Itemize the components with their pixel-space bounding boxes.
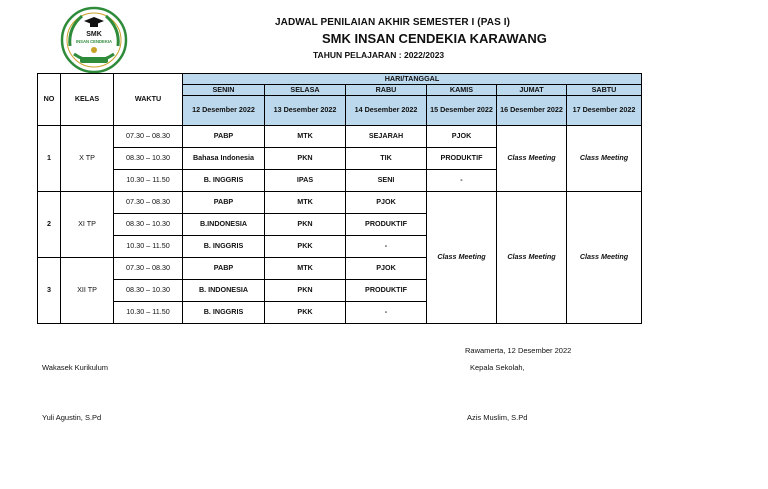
cell-waktu: 10.30 – 11.50 xyxy=(114,236,183,258)
header-no: NO xyxy=(38,74,61,126)
date-sabtu: 17 Desember 2022 xyxy=(567,96,642,126)
row-no: 2 xyxy=(38,192,61,258)
cell-senin: B. INGGRIS xyxy=(183,170,265,192)
cell-rabu: PJOK xyxy=(346,258,427,280)
svg-text:INSAN CENDEKIA: INSAN CENDEKIA xyxy=(75,39,113,44)
place-date: Rawamerta, 12 Desember 2022 xyxy=(465,346,572,355)
cell-kamis: PRODUKTIF xyxy=(427,148,497,170)
day-senin: SENIN xyxy=(183,85,265,96)
cell-rabu: SENI xyxy=(346,170,427,192)
cell-selasa: PKN xyxy=(265,148,346,170)
day-selasa: SELASA xyxy=(265,85,346,96)
schedule-title: JADWAL PENILAIAN AKHIR SEMESTER I (PAS I) xyxy=(275,17,511,28)
cell-senin: B. INGGRIS xyxy=(183,236,265,258)
date-kamis: 15 Desember 2022 xyxy=(427,96,497,126)
date-selasa: 13 Desember 2022 xyxy=(265,96,346,126)
class-meeting-jumat: Class Meeting xyxy=(497,126,567,192)
class-meeting-jumat: Class Meeting xyxy=(497,192,567,324)
date-jumat: 16 Desember 2022 xyxy=(497,96,567,126)
cell-waktu: 08.30 – 10.30 xyxy=(114,214,183,236)
cell-waktu: 07.30 – 08.30 xyxy=(114,126,183,148)
cell-rabu: PRODUKTIF xyxy=(346,280,427,302)
right-signatory-role: Kepala Sekolah, xyxy=(470,363,525,372)
cell-kamis: PJOK xyxy=(427,126,497,148)
cell-waktu: 08.30 – 10.30 xyxy=(114,280,183,302)
class-meeting-kamis: Class Meeting xyxy=(427,192,497,324)
right-signatory-name: Azis Muslim, S.Pd xyxy=(467,413,528,422)
cell-senin: B.INDONESIA xyxy=(183,214,265,236)
day-kamis: KAMIS xyxy=(427,85,497,96)
cell-senin: PABP xyxy=(183,258,265,280)
cell-selasa: PKK xyxy=(265,236,346,258)
cell-selasa: PKN xyxy=(265,214,346,236)
cell-rabu: SEJARAH xyxy=(346,126,427,148)
school-name: SMK INSAN CENDEKIA KARAWANG xyxy=(322,31,547,46)
cell-selasa: MTK xyxy=(265,258,346,280)
cell-rabu: PRODUKTIF xyxy=(346,214,427,236)
row-kelas: XI TP xyxy=(61,192,114,258)
cell-rabu: - xyxy=(346,302,427,324)
cell-selasa: MTK xyxy=(265,126,346,148)
cell-senin: Bahasa Indonesia xyxy=(183,148,265,170)
date-senin: 12 Desember 2022 xyxy=(183,96,265,126)
cell-rabu: - xyxy=(346,236,427,258)
cell-rabu: TIK xyxy=(346,148,427,170)
cell-waktu: 10.30 – 11.50 xyxy=(114,170,183,192)
cell-waktu: 07.30 – 08.30 xyxy=(114,192,183,214)
header-hari-tanggal: HARI/TANGGAL xyxy=(183,74,642,85)
cell-selasa: PKK xyxy=(265,302,346,324)
cell-selasa: IPAS xyxy=(265,170,346,192)
header-kelas: KELAS xyxy=(61,74,114,126)
left-signatory-role: Wakasek Kurikulum xyxy=(42,363,108,372)
date-rabu: 14 Desember 2022 xyxy=(346,96,427,126)
left-signatory-name: Yuli Agustin, S.Pd xyxy=(42,413,102,422)
day-jumat: JUMAT xyxy=(497,85,567,96)
svg-text:SMK: SMK xyxy=(86,31,102,38)
row-kelas: X TP xyxy=(61,126,114,192)
day-sabtu: SABTU xyxy=(567,85,642,96)
day-rabu: RABU xyxy=(346,85,427,96)
row-no: 1 xyxy=(38,126,61,192)
cell-senin: B. INDONESIA xyxy=(183,280,265,302)
cell-waktu: 10.30 – 11.50 xyxy=(114,302,183,324)
header-waktu: WAKTU xyxy=(114,74,183,126)
cell-selasa: PKN xyxy=(265,280,346,302)
academic-year: TAHUN PELAJARAN : 2022/2023 xyxy=(313,50,445,60)
exam-schedule-table xyxy=(37,73,642,324)
row-kelas: XII TP xyxy=(61,258,114,324)
cell-waktu: 08.30 – 10.30 xyxy=(114,148,183,170)
cell-selasa: MTK xyxy=(265,192,346,214)
row-no: 3 xyxy=(38,258,61,324)
class-meeting-sabtu: Class Meeting xyxy=(567,192,642,324)
school-logo xyxy=(60,6,128,74)
cell-senin: B. INGGRIS xyxy=(183,302,265,324)
cell-rabu: PJOK xyxy=(346,192,427,214)
cell-senin: PABP xyxy=(183,126,265,148)
cell-senin: PABP xyxy=(183,192,265,214)
cell-waktu: 07.30 – 08.30 xyxy=(114,258,183,280)
cell-kamis: - xyxy=(427,170,497,192)
class-meeting-sabtu: Class Meeting xyxy=(567,126,642,192)
